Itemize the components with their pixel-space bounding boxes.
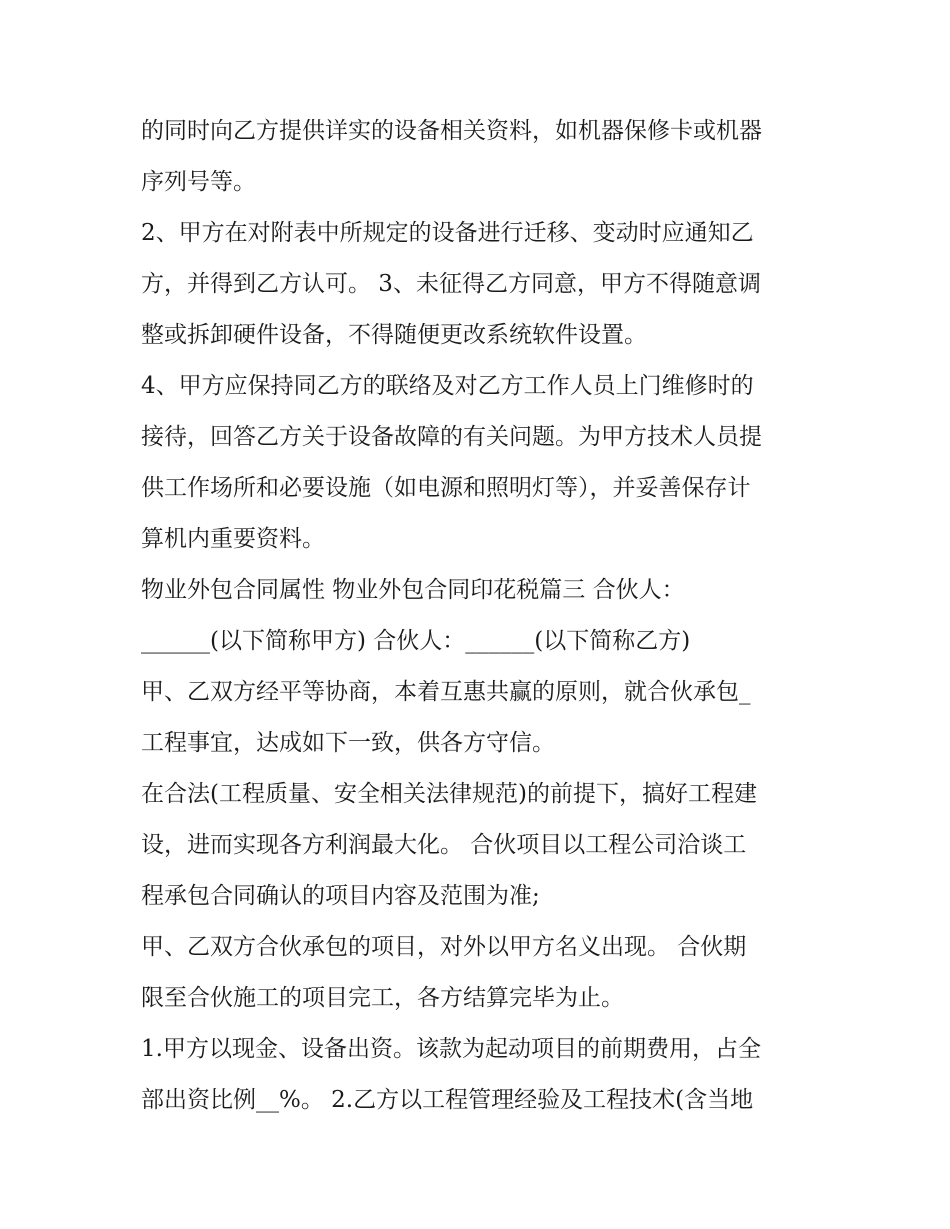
text-line: 设，进而实现各方利润最大化。 合伙项目以工程公司洽谈工 [141, 832, 747, 858]
text-line: 4、甲方应保持同乙方的联络及对乙方工作人员上门维修时的 [141, 373, 754, 399]
text-line: 整或拆卸硬件设备，不得随便更改系统软件设置。 [141, 322, 647, 348]
text-line: 限至合伙施工的项目完工，各方结算完毕为止。 [141, 985, 624, 1011]
text-line: 方，并得到乙方认可。 3、未征得乙方同意，甲方不得随意调 [141, 271, 761, 297]
text-line: 算机内重要资料。 [141, 526, 325, 552]
text-line: 2、甲方在对附表中所规定的设备进行迁移、变动时应通知乙 [141, 220, 754, 246]
text-line: 在合法(工程质量、安全相关法律规范)的前提下，搞好工程建 [141, 781, 757, 807]
section-heading-line: 物业外包合同属性 物业外包合同印花税篇三 合伙人： [141, 577, 685, 603]
text-line: 接待，回答乙方关于设备故障的有关问题。为甲方技术人员提 [141, 424, 762, 450]
text-line: 程承包合同确认的项目内容及范围为准; [141, 883, 540, 909]
text-line: 工程事宜，达成如下一致，供各方守信。 [141, 730, 555, 756]
text-line: 部出资比例__%。 2.乙方以工程管理经验及工程技术(含当地 [141, 1087, 754, 1113]
text-line: 的同时向乙方提供详实的设备相关资料，如机器保修卡或机器 [141, 118, 762, 144]
text-line: 甲、乙双方经平等协商，本着互惠共赢的原则，就合伙承包_ [141, 679, 751, 705]
text-line: ______(以下简称甲方) 合伙人：______(以下简称乙方) [141, 628, 691, 654]
text-line: 序列号等。 [141, 169, 256, 195]
text-line: 甲、乙双方合伙承包的项目，对外以甲方名义出现。 合伙期 [141, 934, 747, 960]
text-line: 供工作场所和必要设施（如电源和照明灯等），并妥善保存计 [141, 475, 751, 501]
text-line: 1.甲方以现金、设备出资。该款为起动项目的前期费用，占全 [141, 1036, 761, 1062]
document-body [141, 106, 821, 1126]
